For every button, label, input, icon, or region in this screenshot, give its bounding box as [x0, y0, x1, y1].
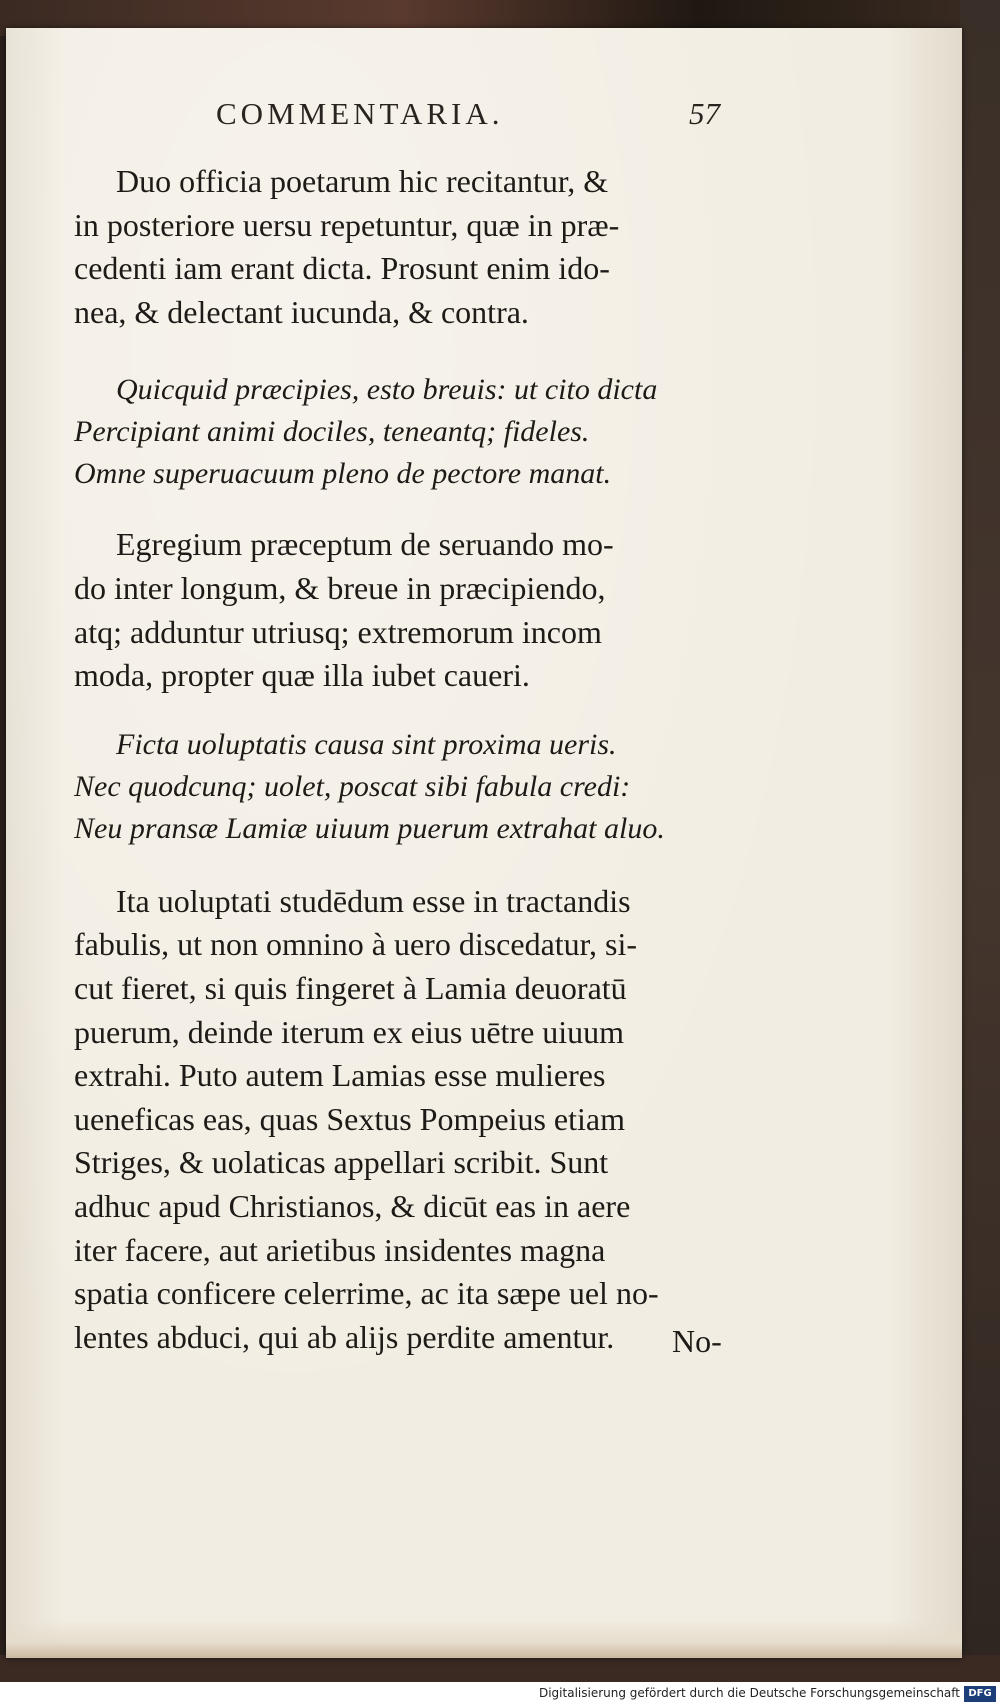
text-line: Egregium præceptum de seruando mo- [116, 526, 614, 563]
text-line: nea, & delectant iucunda, & contra. [74, 293, 529, 330]
text-line: Striges, & uolaticas appellari scribit. Sunt [74, 1144, 609, 1181]
text-line: moda, propter quæ illa iubet caueri. [74, 657, 530, 694]
text-line: Ita uoluptati studēdum esse in tractandis [116, 882, 631, 919]
text-block [74, 160, 754, 1359]
verse-line: Nec quodcunq; uolet, poscat sibi fabula credi: [74, 769, 631, 803]
verse-line: Ficta uoluptatis causa sint proxima ueris. [116, 727, 617, 761]
text-line: ueneficas eas, quas Sextus Pompeius etiam [74, 1100, 625, 1137]
dfg-logo[interactable]: DFG [964, 1686, 996, 1702]
footer-credit[interactable]: Digitalisierung gefördert durch die Deutsche Forschungsgemeinschaft [538, 1686, 960, 1700]
page-number: 57 [689, 96, 720, 131]
paragraph-1 [74, 160, 754, 334]
verse-block-2 [74, 724, 754, 850]
verse-line: Quicquid præcipies, esto breuis: ut cito dicta [116, 373, 658, 407]
verse-line: Percipiant animi dociles, teneantq; fideles. [74, 415, 590, 449]
footer-bar [0, 1682, 1000, 1707]
paragraph-2 [74, 523, 754, 697]
catchword: No- [672, 1323, 722, 1359]
text-line: extrahi. Puto autem Lamias esse mulieres [74, 1057, 606, 1094]
running-header [216, 96, 720, 138]
background-right [960, 0, 1000, 1707]
verse-line: Omne superuacuum pleno de pectore manat. [74, 457, 612, 491]
text-line: lentes abduci, qui ab alijs perdite amentur. [74, 1318, 615, 1355]
paragraph-3 [74, 880, 754, 1360]
text-line: iter facere, aut arietibus insidentes magna [74, 1231, 606, 1268]
text-line: Duo officia poetarum hic recitantur, & [116, 163, 609, 199]
text-line: do inter longum, & breue in præcipiendo, [74, 569, 606, 606]
text-line: in posteriore uersu repetuntur, quæ in præ- [74, 206, 620, 243]
text-line: cedenti iam erant dicta. Prosunt enim ido- [74, 250, 610, 287]
text-line: puerum, deinde iterum ex eius uētre uiuum [74, 1013, 625, 1050]
text-line: spatia conficere celerrime, ac ita sæpe uel no- [74, 1275, 659, 1312]
verse-block-1 [74, 369, 754, 495]
verse-line: Neu pransæ Lamiæ uiuum puerum extrahat aluo. [74, 811, 665, 845]
text-line: fabulis, ut non omnino à uero discedatur, si- [74, 926, 638, 963]
text-line: cut fieret, si quis fingeret à Lamia deuoratū [74, 969, 627, 1006]
text-line: atq; adduntur utriusq; extremorum incom [74, 613, 602, 650]
text-line: adhuc apud Christianos, & dicūt eas in aere [74, 1187, 631, 1224]
running-title: COMMENTARIA. [216, 96, 504, 131]
page-bottom-edge [6, 1620, 962, 1658]
